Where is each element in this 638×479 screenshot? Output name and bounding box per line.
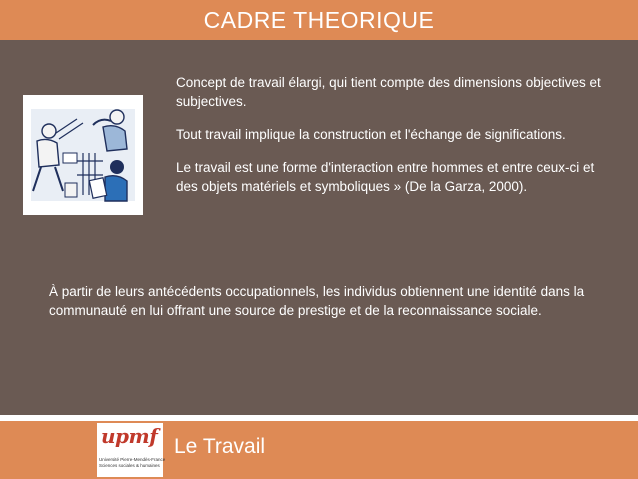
paragraph-1: Concept de travail élargi, qui tient compte des dimensions objectives et subjectives. (176, 75, 601, 109)
footer-bar (0, 421, 638, 479)
slide-title: CADRE THEORIQUE (203, 7, 435, 33)
logo-line-1: Université Pierre-Mendès-France (99, 457, 166, 462)
workers-clipart-icon (23, 95, 143, 215)
main-text (176, 73, 606, 210)
bottom-paragraph: À partir de leurs antécédents occupationnels, les individus obtiennent une identité dans la communauté en lui offrant une source de prestige et de la reconnaissance sociale. (49, 284, 585, 318)
logo-wordmark: upmf (101, 424, 158, 448)
paragraph-2: Tout travail implique la construction et l'échange de significations. (176, 127, 566, 142)
header-bar (0, 0, 638, 40)
paragraph-3: Le travail est une forme d'interaction entre hommes et entre ceux-ci et des objets matériels et symboliques » (De la Garza, 2000). (176, 160, 595, 194)
logo-line-2: Sciences sociales & humaines (99, 463, 160, 468)
footer-title: Le Travail (174, 435, 266, 458)
upmf-logo (97, 423, 166, 477)
